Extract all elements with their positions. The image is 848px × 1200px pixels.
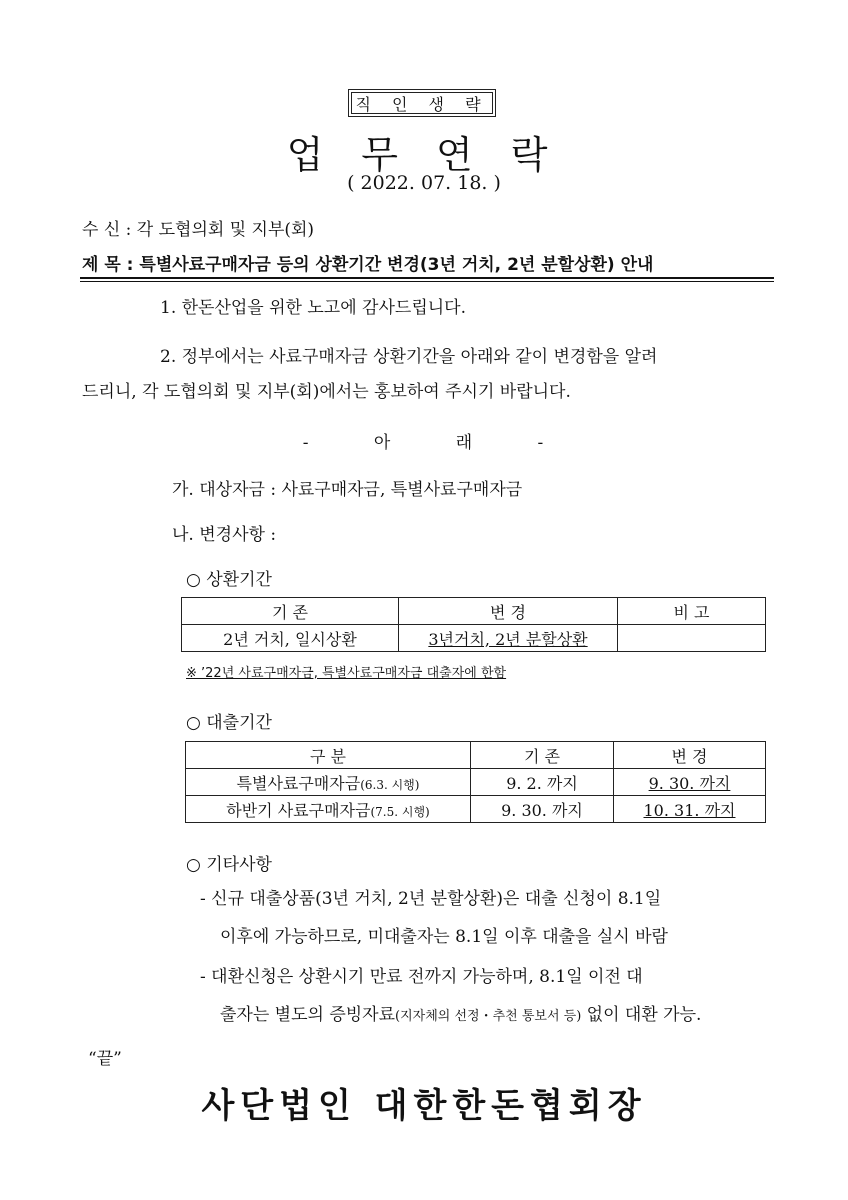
fund-name: 하반기 사료구매자금 <box>226 800 371 820</box>
section-repayment-period: ○ 상환기간 <box>186 570 272 590</box>
stamp-inner-border <box>351 92 493 114</box>
table-header: 기 존 <box>182 598 399 625</box>
fund-name: 특별사료구매자금 <box>236 773 361 793</box>
subject-rule-thick <box>80 277 774 279</box>
table-cell <box>614 796 766 823</box>
changed-value: 10. 31. 까지 <box>643 800 736 820</box>
table-header: 비 고 <box>618 598 766 625</box>
other-item-2-text-a: 출자는 별도의 증빙자료 <box>220 1005 396 1025</box>
other-item-1-line-2: 이후에 가능하므로, 미대출자는 8.1일 이후 대출을 실시 바람 <box>220 927 668 947</box>
section-other-items: ○ 기타사항 <box>186 855 272 875</box>
changed-value: 9. 30. 까지 <box>648 773 731 793</box>
subject-line: 제 목 : 특별사료구매자금 등의 상환기간 변경(3년 거치, 2년 분할상환) 안내 <box>82 255 654 275</box>
paragraph-1: 1. 한돈산업을 위한 노고에 감사드립니다. <box>160 298 466 318</box>
changed-value: 3년거치, 2년 분할상환 <box>428 629 588 649</box>
other-item-2-text-c: 없이 대환 가능. <box>581 1005 702 1025</box>
table-cell <box>186 796 471 823</box>
signature: 사단법인 대한한돈협회장 <box>201 1086 647 1126</box>
repayment-table <box>181 597 766 652</box>
paragraph-2-line-1: 2. 정부에서는 사료구매자금 상환기간을 아래와 같이 변경함을 알려 <box>160 347 658 367</box>
subject-rule-thin <box>80 281 774 282</box>
table-header: 구 분 <box>186 742 471 769</box>
table-cell <box>399 625 618 652</box>
recipient-line: 수 신 : 각 도협의회 및 지부(회) <box>82 220 315 240</box>
table-header-row <box>182 598 766 625</box>
other-item-2-text-b: (지자체의 선정・추천 통보서 등) <box>395 1009 582 1024</box>
table-row <box>186 796 766 823</box>
document-date: ( 2022. 07. 18. ) <box>347 172 501 194</box>
section-loan-period: ○ 대출기간 <box>186 713 272 733</box>
table-cell <box>614 769 766 796</box>
item-changes: 나. 변경사항 : <box>172 525 277 545</box>
repayment-note: ※ ’22년 사료구매자금, 특별사료구매자금 대출자에 한함 <box>186 666 507 681</box>
document-title: 업무연락 <box>286 133 586 177</box>
table-row <box>182 625 766 652</box>
table-header: 변 경 <box>399 598 618 625</box>
table-cell: 9. 30. 까지 <box>471 796 614 823</box>
table-header: 변 경 <box>614 742 766 769</box>
loan-period-table <box>185 741 766 823</box>
table-cell <box>186 769 471 796</box>
below-heading: - 아 래 - <box>302 433 574 453</box>
item-target-funds: 가. 대상자금 : 사료구매자금, 특별사료구매자금 <box>172 480 523 500</box>
paragraph-2-line-2: 드리니, 각 도협의회 및 지부(회)에서는 홍보하여 주시기 바랍니다. <box>82 382 571 402</box>
other-item-2-line-1: - 대환신청은 상환시기 만료 전까지 가능하며, 8.1일 이전 대 <box>200 967 643 987</box>
fund-effective-date: (6.3. 시행) <box>360 777 420 792</box>
stamp-box <box>348 89 496 117</box>
other-item-2-line-2 <box>220 1000 701 1025</box>
table-header-row <box>186 742 766 769</box>
stamp-text: 직 인 생 략 <box>355 94 489 114</box>
table-row <box>186 769 766 796</box>
table-cell: 2년 거치, 일시상환 <box>182 625 399 652</box>
table-cell: 9. 2. 까지 <box>471 769 614 796</box>
end-mark: “끝” <box>88 1049 122 1069</box>
other-item-1-line-1: - 신규 대출상품(3년 거치, 2년 분할상환)은 대출 신청이 8.1일 <box>200 889 662 909</box>
table-header: 기 존 <box>471 742 614 769</box>
fund-effective-date: (7.5. 시행) <box>370 804 430 819</box>
table-cell <box>618 625 766 652</box>
